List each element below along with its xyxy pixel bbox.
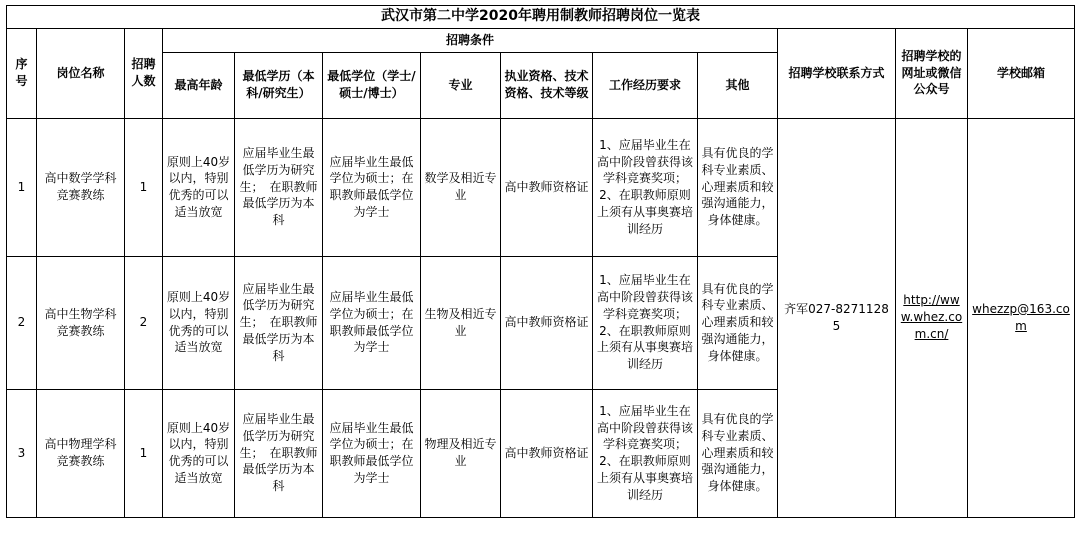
cell-seq: 1 xyxy=(7,118,37,256)
cell-seq: 2 xyxy=(7,256,37,389)
recruitment-table xyxy=(6,5,1075,518)
cell-max-age: 原则上40岁以内，特别优秀的可以适当放宽 xyxy=(163,118,235,256)
col-header-major: 专业 xyxy=(421,52,501,118)
cell-min-degree: 应届毕业生最低学位为硕士；在职教师最低学位为学士 xyxy=(323,389,421,517)
cell-min-degree: 应届毕业生最低学位为硕士；在职教师最低学位为学士 xyxy=(323,118,421,256)
col-header-position: 岗位名称 xyxy=(37,28,125,118)
cell-other: 具有优良的学科专业素质、心理素质和较强沟通能力，身体健康。 xyxy=(698,256,778,389)
cell-count: 1 xyxy=(125,389,163,517)
cell-experience: 1、应届毕业生在高中阶段曾获得该学科竞赛奖项；2、在职教师原则上须有从事奥赛培训经历 xyxy=(593,389,698,517)
cell-qualification: 高中教师资格证 xyxy=(501,389,593,517)
col-header-max-age: 最高年龄 xyxy=(163,52,235,118)
cell-contact: 齐军027-82711285 xyxy=(778,118,896,517)
cell-email xyxy=(968,118,1075,517)
cell-count: 1 xyxy=(125,118,163,256)
cell-position: 高中数学学科竞赛教练 xyxy=(37,118,125,256)
cell-position: 高中物理学科竞赛教练 xyxy=(37,389,125,517)
col-header-seq: 序号 xyxy=(7,28,37,118)
col-header-other: 其他 xyxy=(698,52,778,118)
cell-seq: 3 xyxy=(7,389,37,517)
cell-min-education: 应届毕业生最低学历为研究生； 在职教师最低学历为本科 xyxy=(235,256,323,389)
col-header-contact: 招聘学校联系方式 xyxy=(778,28,896,118)
cell-experience: 1、应届毕业生在高中阶段曾获得该学科竞赛奖项；2、在职教师原则上须有从事奥赛培训经历 xyxy=(593,118,698,256)
col-header-email: 学校邮箱 xyxy=(968,28,1075,118)
cell-position: 高中生物学科竞赛教练 xyxy=(37,256,125,389)
table-title: 武汉市第二中学2020年聘用制教师招聘岗位一览表 xyxy=(7,6,1075,29)
school-website-link[interactable]: http://www.whez.com.cn/ xyxy=(900,293,963,341)
col-header-qualification: 执业资格、技术资格、技术等级 xyxy=(501,52,593,118)
col-header-conditions-group: 招聘条件 xyxy=(163,28,778,52)
cell-min-education: 应届毕业生最低学历为研究生； 在职教师最低学历为本科 xyxy=(235,389,323,517)
cell-max-age: 原则上40岁以内，特别优秀的可以适当放宽 xyxy=(163,389,235,517)
col-header-min-degree: 最低学位（学士/硕士/博士） xyxy=(323,52,421,118)
cell-major: 生物及相近专业 xyxy=(421,256,501,389)
cell-other: 具有优良的学科专业素质、心理素质和较强沟通能力，身体健康。 xyxy=(698,389,778,517)
cell-min-education: 应届毕业生最低学历为研究生； 在职教师最低学历为本科 xyxy=(235,118,323,256)
cell-qualification: 高中教师资格证 xyxy=(501,118,593,256)
cell-max-age: 原则上40岁以内，特别优秀的可以适当放宽 xyxy=(163,256,235,389)
cell-major: 数学及相近专业 xyxy=(421,118,501,256)
cell-experience: 1、应届毕业生在高中阶段曾获得该学科竞赛奖项；2、在职教师原则上须有从事奥赛培训经历 xyxy=(593,256,698,389)
cell-other: 具有优良的学科专业素质、心理素质和较强沟通能力，身体健康。 xyxy=(698,118,778,256)
cell-major: 物理及相近专业 xyxy=(421,389,501,517)
col-header-min-education: 最低学历（本科/研究生） xyxy=(235,52,323,118)
col-header-experience: 工作经历要求 xyxy=(593,52,698,118)
cell-count: 2 xyxy=(125,256,163,389)
cell-website xyxy=(896,118,968,517)
school-email-link[interactable]: whezzp@163.com xyxy=(972,301,1070,333)
col-header-count: 招聘人数 xyxy=(125,28,163,118)
cell-qualification: 高中教师资格证 xyxy=(501,256,593,389)
table-row xyxy=(7,118,1075,256)
cell-min-degree: 应届毕业生最低学位为硕士；在职教师最低学位为学士 xyxy=(323,256,421,389)
col-header-website: 招聘学校的网址或微信公众号 xyxy=(896,28,968,118)
